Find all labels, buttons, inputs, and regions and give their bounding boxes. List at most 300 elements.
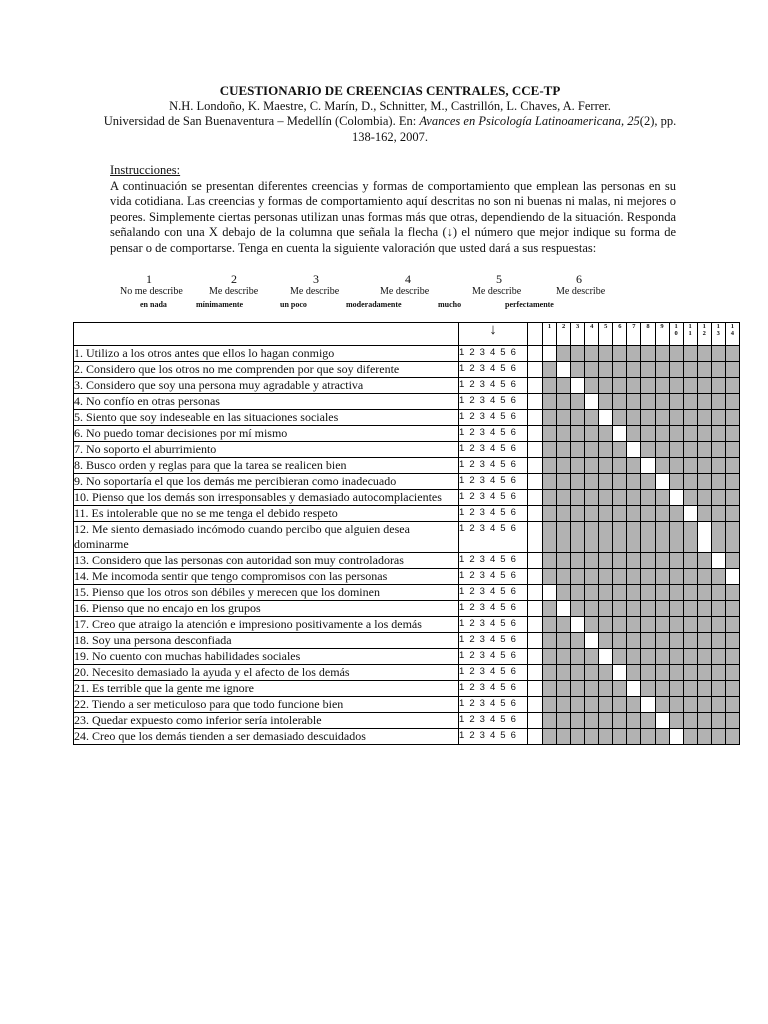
- spacer-cell: [528, 697, 543, 713]
- shaded-cell: [627, 665, 641, 681]
- shaded-cell: [543, 506, 557, 522]
- shaded-cell: [585, 729, 599, 745]
- shaded-cell: [613, 681, 627, 697]
- affiliation: Universidad de San Buenaventura – Medellín (Colombia). En:: [103, 114, 417, 128]
- table-row: [74, 474, 740, 490]
- column-number: 6: [613, 323, 627, 346]
- shaded-cell: [571, 697, 585, 713]
- spacer-cell: [528, 490, 543, 506]
- shaded-cell: [613, 378, 627, 394]
- spacer-cell: [528, 522, 543, 553]
- shaded-cell: [655, 458, 669, 474]
- column-number: 7: [627, 323, 641, 346]
- shaded-cell: [697, 458, 711, 474]
- shaded-cell: [585, 665, 599, 681]
- shaded-cell: [543, 426, 557, 442]
- shaded-cell: [599, 665, 613, 681]
- shaded-cell: [669, 378, 683, 394]
- shaded-cell: [557, 729, 571, 745]
- shaded-cell: [725, 458, 739, 474]
- column-number: 8: [641, 323, 655, 346]
- authors-line: N.H. Londoño, K. Maestre, C. Marín, D., Schnitter, M., Castrillón, L. Chaves, A. Ferrer.: [169, 98, 611, 113]
- response-options[interactable]: 1 2 3 4 5 6: [459, 522, 528, 553]
- table-row: [74, 569, 740, 585]
- down-arrow-icon: ↓: [459, 323, 528, 346]
- shaded-cell: [641, 713, 655, 729]
- shaded-cell: [641, 506, 655, 522]
- shaded-cell: [641, 522, 655, 553]
- shaded-cell: [585, 474, 599, 490]
- shaded-cell: [725, 362, 739, 378]
- shaded-cell: [655, 394, 669, 410]
- shaded-cell: [585, 713, 599, 729]
- shaded-cell: [557, 713, 571, 729]
- shaded-cell: [655, 697, 669, 713]
- shaded-cell: [571, 458, 585, 474]
- shaded-cell: [725, 633, 739, 649]
- item-text: 11. Es intolerable que no se me tenga el debido respeto: [74, 506, 459, 522]
- spacer-cell: [528, 474, 543, 490]
- shaded-cell: [571, 362, 585, 378]
- shaded-cell: [557, 394, 571, 410]
- shaded-cell: [543, 394, 557, 410]
- shaded-cell: [697, 410, 711, 426]
- shaded-cell: [669, 410, 683, 426]
- shaded-cell: [655, 681, 669, 697]
- shaded-cell: [641, 426, 655, 442]
- shaded-cell: [557, 474, 571, 490]
- table-row: [74, 697, 740, 713]
- shaded-cell: [697, 729, 711, 745]
- shaded-cell: [585, 601, 599, 617]
- response-options[interactable]: 1 2 3 4 5 6: [459, 426, 528, 442]
- response-options[interactable]: 1 2 3 4 5 6: [459, 362, 528, 378]
- shaded-cell: [627, 649, 641, 665]
- table-header-row: [74, 323, 740, 346]
- item-text: 6. No puedo tomar decisiones por mí mismo: [74, 426, 459, 442]
- shaded-cell: [613, 633, 627, 649]
- answer-cell[interactable]: [571, 378, 585, 394]
- scale-descriptor: mucho: [438, 300, 462, 309]
- shaded-cell: [557, 458, 571, 474]
- shaded-cell: [543, 474, 557, 490]
- column-number: 1 1: [683, 323, 697, 346]
- shaded-cell: [585, 506, 599, 522]
- shaded-cell: [697, 490, 711, 506]
- answer-cell[interactable]: [557, 601, 571, 617]
- shaded-cell: [599, 458, 613, 474]
- shaded-cell: [697, 426, 711, 442]
- answer-cell[interactable]: [557, 362, 571, 378]
- shaded-cell: [683, 569, 697, 585]
- answer-cell[interactable]: [585, 394, 599, 410]
- response-options[interactable]: 1 2 3 4 5 6: [459, 553, 528, 569]
- item-text: 3. Considero que soy una persona muy agradable y atractiva: [74, 378, 459, 394]
- shaded-cell: [543, 681, 557, 697]
- shaded-cell: [613, 346, 627, 362]
- scale-descriptor: moderadamente: [346, 300, 402, 309]
- shaded-cell: [627, 617, 641, 633]
- table-row: [74, 490, 740, 506]
- shaded-cell: [683, 601, 697, 617]
- shaded-cell: [585, 426, 599, 442]
- answer-cell[interactable]: [641, 458, 655, 474]
- scale-label: Me describe: [290, 286, 340, 297]
- shaded-cell: [599, 729, 613, 745]
- shaded-cell: [711, 378, 725, 394]
- shaded-cell: [543, 617, 557, 633]
- table-row: [74, 394, 740, 410]
- shaded-cell: [725, 697, 739, 713]
- shaded-cell: [725, 474, 739, 490]
- column-number: 3: [571, 323, 585, 346]
- shaded-cell: [725, 394, 739, 410]
- shaded-cell: [711, 474, 725, 490]
- shaded-cell: [613, 490, 627, 506]
- answer-cell[interactable]: [669, 729, 683, 745]
- shaded-cell: [627, 569, 641, 585]
- shaded-cell: [585, 490, 599, 506]
- shaded-cell: [543, 362, 557, 378]
- item-text: 15. Pienso que los otros son débiles y merecen que los dominen: [74, 585, 459, 601]
- shaded-cell: [725, 522, 739, 553]
- shaded-cell: [655, 729, 669, 745]
- response-options[interactable]: 1 2 3 4 5 6: [459, 346, 528, 362]
- shaded-cell: [599, 601, 613, 617]
- shaded-cell: [683, 522, 697, 553]
- answer-cell[interactable]: [655, 474, 669, 490]
- document-header: [100, 83, 680, 145]
- answer-cell[interactable]: [543, 346, 557, 362]
- shaded-cell: [641, 585, 655, 601]
- shaded-cell: [641, 729, 655, 745]
- shaded-cell: [683, 729, 697, 745]
- response-options[interactable]: 1 2 3 4 5 6: [459, 729, 528, 745]
- shaded-cell: [627, 522, 641, 553]
- shaded-cell: [655, 506, 669, 522]
- shaded-cell: [543, 569, 557, 585]
- column-number: 9: [655, 323, 669, 346]
- shaded-cell: [711, 665, 725, 681]
- item-text: 12. Me siento demasiado incómodo cuando percibo que alguien desea dominarme: [74, 522, 459, 553]
- response-options[interactable]: 1 2 3 4 5 6: [459, 410, 528, 426]
- shaded-cell: [711, 633, 725, 649]
- shaded-cell: [711, 697, 725, 713]
- shaded-cell: [599, 617, 613, 633]
- shaded-cell: [669, 713, 683, 729]
- scale-label: Me describe: [556, 286, 606, 297]
- column-number: 2: [557, 323, 571, 346]
- answer-cell[interactable]: [585, 633, 599, 649]
- shaded-cell: [725, 617, 739, 633]
- item-text: 24. Creo que los demás tienden a ser demasiado descuidados: [74, 729, 459, 745]
- shaded-cell: [641, 601, 655, 617]
- item-text: 20. Necesito demasiado la ayuda y el afecto de los demás: [74, 665, 459, 681]
- shaded-cell: [655, 346, 669, 362]
- shaded-cell: [711, 346, 725, 362]
- table-row: [74, 681, 740, 697]
- shaded-cell: [557, 490, 571, 506]
- scale-number: 2: [231, 272, 237, 286]
- items-header-cell: [74, 323, 459, 346]
- answer-cell[interactable]: [725, 569, 739, 585]
- response-options[interactable]: 1 2 3 4 5 6: [459, 617, 528, 633]
- shaded-cell: [669, 394, 683, 410]
- shaded-cell: [613, 474, 627, 490]
- response-options[interactable]: 1 2 3 4 5 6: [459, 394, 528, 410]
- shaded-cell: [669, 617, 683, 633]
- response-options[interactable]: 1 2 3 4 5 6: [459, 474, 528, 490]
- shaded-cell: [571, 681, 585, 697]
- shaded-cell: [585, 585, 599, 601]
- shaded-cell: [711, 713, 725, 729]
- shaded-cell: [599, 362, 613, 378]
- shaded-cell: [641, 490, 655, 506]
- shaded-cell: [711, 649, 725, 665]
- shaded-cell: [613, 553, 627, 569]
- shaded-cell: [697, 665, 711, 681]
- shaded-cell: [683, 681, 697, 697]
- item-text: 1. Utilizo a los otros antes que ellos lo hagan conmigo: [74, 346, 459, 362]
- response-options[interactable]: 1 2 3 4 5 6: [459, 681, 528, 697]
- shaded-cell: [669, 633, 683, 649]
- shaded-cell: [725, 426, 739, 442]
- shaded-cell: [571, 665, 585, 681]
- shaded-cell: [613, 729, 627, 745]
- shaded-cell: [543, 601, 557, 617]
- response-options[interactable]: 1 2 3 4 5 6: [459, 601, 528, 617]
- shaded-cell: [697, 713, 711, 729]
- column-number: 1: [543, 323, 557, 346]
- response-options[interactable]: 1 2 3 4 5 6: [459, 633, 528, 649]
- shaded-cell: [557, 569, 571, 585]
- shaded-cell: [543, 378, 557, 394]
- shaded-cell: [557, 633, 571, 649]
- shaded-cell: [543, 665, 557, 681]
- shaded-cell: [599, 394, 613, 410]
- shaded-cell: [543, 697, 557, 713]
- shaded-cell: [585, 522, 599, 553]
- shaded-cell: [599, 633, 613, 649]
- scale-descriptor: perfectamente: [505, 300, 554, 309]
- response-options[interactable]: 1 2 3 4 5 6: [459, 569, 528, 585]
- shaded-cell: [627, 553, 641, 569]
- response-options[interactable]: 1 2 3 4 5 6: [459, 697, 528, 713]
- instructions: [110, 163, 676, 257]
- shaded-cell: [711, 506, 725, 522]
- response-options[interactable]: 1 2 3 4 5 6: [459, 442, 528, 458]
- shaded-cell: [641, 665, 655, 681]
- shaded-cell: [697, 506, 711, 522]
- spacer-cell: [528, 362, 543, 378]
- shaded-cell: [627, 426, 641, 442]
- shaded-cell: [711, 458, 725, 474]
- answer-cell[interactable]: [599, 410, 613, 426]
- journal-name: Avances en Psicología Latinoamericana, 25: [419, 114, 640, 128]
- shaded-cell: [599, 442, 613, 458]
- scale-label: Me describe: [472, 286, 522, 297]
- shaded-cell: [669, 569, 683, 585]
- spacer-cell: [528, 323, 543, 346]
- item-text: 22. Tiendo a ser meticuloso para que todo funcione bien: [74, 697, 459, 713]
- answer-cell[interactable]: [613, 426, 627, 442]
- scale-descriptor: mínimamente: [196, 300, 244, 309]
- answer-cell[interactable]: [641, 697, 655, 713]
- shaded-cell: [725, 649, 739, 665]
- shaded-cell: [599, 490, 613, 506]
- spacer-cell: [528, 617, 543, 633]
- shaded-cell: [571, 394, 585, 410]
- shaded-cell: [627, 697, 641, 713]
- shaded-cell: [711, 426, 725, 442]
- shaded-cell: [613, 601, 627, 617]
- shaded-cell: [599, 378, 613, 394]
- answer-cell[interactable]: [697, 522, 711, 553]
- shaded-cell: [641, 362, 655, 378]
- spacer-cell: [528, 553, 543, 569]
- shaded-cell: [683, 585, 697, 601]
- shaded-cell: [627, 346, 641, 362]
- shaded-cell: [585, 569, 599, 585]
- answer-cell[interactable]: [627, 681, 641, 697]
- shaded-cell: [725, 713, 739, 729]
- shaded-cell: [697, 442, 711, 458]
- shaded-cell: [683, 394, 697, 410]
- response-options[interactable]: 1 2 3 4 5 6: [459, 490, 528, 506]
- shaded-cell: [655, 553, 669, 569]
- shaded-cell: [557, 617, 571, 633]
- table-row: [74, 506, 740, 522]
- spacer-cell: [528, 442, 543, 458]
- document-title: CUESTIONARIO DE CREENCIAS CENTRALES, CCE-TP: [219, 83, 561, 98]
- shaded-cell: [711, 617, 725, 633]
- shaded-cell: [571, 442, 585, 458]
- shaded-cell: [697, 553, 711, 569]
- answer-cell[interactable]: [599, 649, 613, 665]
- answer-cell[interactable]: [711, 553, 725, 569]
- spacer-cell: [528, 394, 543, 410]
- shaded-cell: [571, 713, 585, 729]
- shaded-cell: [557, 506, 571, 522]
- shaded-cell: [725, 729, 739, 745]
- response-options[interactable]: 1 2 3 4 5 6: [459, 506, 528, 522]
- scale-label: Me describe: [380, 286, 430, 297]
- scale-number: 6: [576, 272, 582, 286]
- shaded-cell: [557, 681, 571, 697]
- shaded-cell: [683, 617, 697, 633]
- scale-number: 3: [313, 272, 319, 286]
- shaded-cell: [655, 362, 669, 378]
- item-text: 18. Soy una persona desconfiada: [74, 633, 459, 649]
- item-text: 7. No soporto el aburrimiento: [74, 442, 459, 458]
- answer-cell[interactable]: [683, 506, 697, 522]
- shaded-cell: [557, 426, 571, 442]
- affiliation-line: [100, 114, 680, 145]
- response-options[interactable]: 1 2 3 4 5 6: [459, 713, 528, 729]
- shaded-cell: [543, 713, 557, 729]
- shaded-cell: [655, 665, 669, 681]
- answer-cell[interactable]: [571, 617, 585, 633]
- shaded-cell: [641, 346, 655, 362]
- shaded-cell: [683, 665, 697, 681]
- answer-cell[interactable]: [543, 585, 557, 601]
- shaded-cell: [627, 490, 641, 506]
- spacer-cell: [528, 729, 543, 745]
- shaded-cell: [683, 346, 697, 362]
- shaded-cell: [571, 633, 585, 649]
- answer-cell[interactable]: [669, 490, 683, 506]
- response-options[interactable]: 1 2 3 4 5 6: [459, 649, 528, 665]
- shaded-cell: [627, 729, 641, 745]
- shaded-cell: [613, 569, 627, 585]
- response-options[interactable]: 1 2 3 4 5 6: [459, 458, 528, 474]
- answer-cell[interactable]: [655, 713, 669, 729]
- shaded-cell: [627, 474, 641, 490]
- shaded-cell: [613, 506, 627, 522]
- shaded-cell: [543, 633, 557, 649]
- shaded-cell: [697, 649, 711, 665]
- shaded-cell: [557, 649, 571, 665]
- shaded-cell: [585, 362, 599, 378]
- shaded-cell: [599, 522, 613, 553]
- spacer-cell: [528, 569, 543, 585]
- shaded-cell: [599, 553, 613, 569]
- shaded-cell: [655, 410, 669, 426]
- shaded-cell: [697, 394, 711, 410]
- shaded-cell: [655, 378, 669, 394]
- table-row: [74, 410, 740, 426]
- shaded-cell: [711, 729, 725, 745]
- shaded-cell: [655, 601, 669, 617]
- shaded-cell: [571, 410, 585, 426]
- response-options[interactable]: 1 2 3 4 5 6: [459, 585, 528, 601]
- shaded-cell: [627, 410, 641, 426]
- shaded-cell: [711, 362, 725, 378]
- shaded-cell: [655, 585, 669, 601]
- answer-cell[interactable]: [613, 665, 627, 681]
- shaded-cell: [613, 442, 627, 458]
- column-number: 1 3: [711, 323, 725, 346]
- shaded-cell: [725, 490, 739, 506]
- spacer-cell: [528, 601, 543, 617]
- spacer-cell: [528, 346, 543, 362]
- shaded-cell: [571, 553, 585, 569]
- shaded-cell: [655, 442, 669, 458]
- shaded-cell: [725, 585, 739, 601]
- shaded-cell: [585, 681, 599, 697]
- response-options[interactable]: 1 2 3 4 5 6: [459, 665, 528, 681]
- instructions-text: A continuación se presentan diferentes creencias y formas de comportamiento que emplean las personas en su vida cotidiana. Las creencias y formas de comportamiento aquí descritas no son ni buenas ni malas, ni mejores o peores. Simplemente ciertas personas utilizan unas formas más que otras, dependiendo de la situación. Responda señalando con una X debajo de la columna que señala la flecha (↓) el número que mejor indique su forma de pensar o de comportarse. Tenga en cuenta la siguiente valoración que usted dará a sus respuestas:: [110, 178, 676, 255]
- shaded-cell: [697, 601, 711, 617]
- spacer-cell: [528, 585, 543, 601]
- column-number: 1 2: [697, 323, 711, 346]
- table-row: [74, 378, 740, 394]
- answer-cell[interactable]: [627, 442, 641, 458]
- shaded-cell: [641, 442, 655, 458]
- table-row: [74, 649, 740, 665]
- shaded-cell: [697, 378, 711, 394]
- shaded-cell: [641, 569, 655, 585]
- spacer-cell: [528, 681, 543, 697]
- instructions-heading: Instrucciones:: [110, 163, 181, 177]
- response-options[interactable]: 1 2 3 4 5 6: [459, 378, 528, 394]
- spacer-cell: [528, 426, 543, 442]
- shaded-cell: [585, 649, 599, 665]
- table-row: [74, 553, 740, 569]
- shaded-cell: [557, 553, 571, 569]
- shaded-cell: [683, 458, 697, 474]
- spacer-cell: [528, 410, 543, 426]
